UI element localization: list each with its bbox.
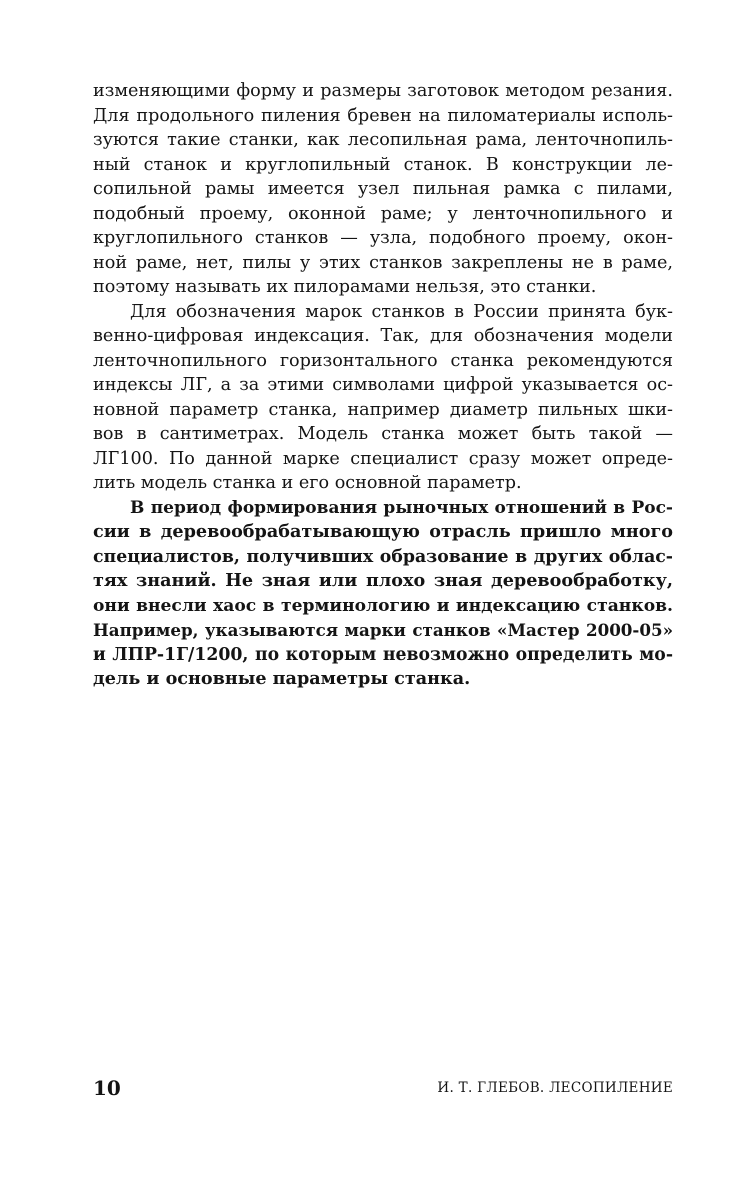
text-line: ленточнопильного горизонтального станка рекомендуются <box>93 350 673 371</box>
text-line: В период формирования рыночных отношений в Рос- <box>130 497 673 518</box>
text-line: Для продольного пиления бревен на пиломатериалы исполь- <box>93 105 673 126</box>
text-line: дель и основные параметры станка. <box>93 668 471 689</box>
text-line: ный станок и круглопильный станок. В конструкции ле- <box>93 154 673 175</box>
text-line: Для обозначения марок станков в России принята бук- <box>130 301 673 322</box>
text-line: они внесли хаос в терминологию и индексацию станков. <box>93 595 673 616</box>
text-line: сопильной рамы имеется узел пильная рамка с пилами, <box>93 179 673 199</box>
running-title: И. Т. ГЛЕБОВ. ЛЕСОПИЛЕНИЕ <box>437 1080 673 1096</box>
text-line: изменяющими форму и размеры заготовок методом резания. <box>93 81 673 101</box>
text-line: ЛГ100. По данной марке специалист сразу может опреде- <box>93 448 673 469</box>
text-line: специалистов, получивших образование в других облас- <box>93 546 673 567</box>
text-line: вов в сантиметрах. Модель станка может быть такой — <box>93 424 673 444</box>
paragraph-2 <box>93 300 673 496</box>
paragraph-1 <box>93 79 673 300</box>
text-line: Например, указываются марки станков «Мастер 2000-05» <box>93 620 673 640</box>
text-line: круглопильного станков — узла, подобного проему, окон- <box>93 228 673 248</box>
page-number: 10 <box>93 1076 121 1100</box>
page-footer <box>93 1076 673 1100</box>
text-line: лить модель станка и его основной параметр. <box>93 473 522 493</box>
text-line: тях знаний. Не зная или плохо зная деревообработку, <box>93 570 673 591</box>
text-line: и ЛПР-1Г/1200, по которым невозможно определить мо- <box>93 644 673 665</box>
text-line: подобный проему, оконной раме; у ленточнопильного и <box>93 203 673 224</box>
text-line: новной параметр станка, например диаметр пильных шки- <box>93 399 673 420</box>
text-line: поэтому называть их пилорамами нельзя, это станки. <box>93 277 597 297</box>
text-line: индексы ЛГ, а за этими символами цифрой указывается ос- <box>93 375 673 395</box>
text-line: ной раме, нет, пилы у этих станков закреплены не в раме, <box>93 252 673 273</box>
text-line: венно-цифровая индексация. Так, для обозначения модели <box>93 326 673 346</box>
page-body <box>93 79 673 692</box>
text-line: сии в деревообрабатывающую отрасль пришло много <box>93 521 673 542</box>
paragraph-3-bold <box>93 496 673 692</box>
text-line: зуются такие станки, как лесопильная рама, ленточнопиль- <box>93 130 673 150</box>
